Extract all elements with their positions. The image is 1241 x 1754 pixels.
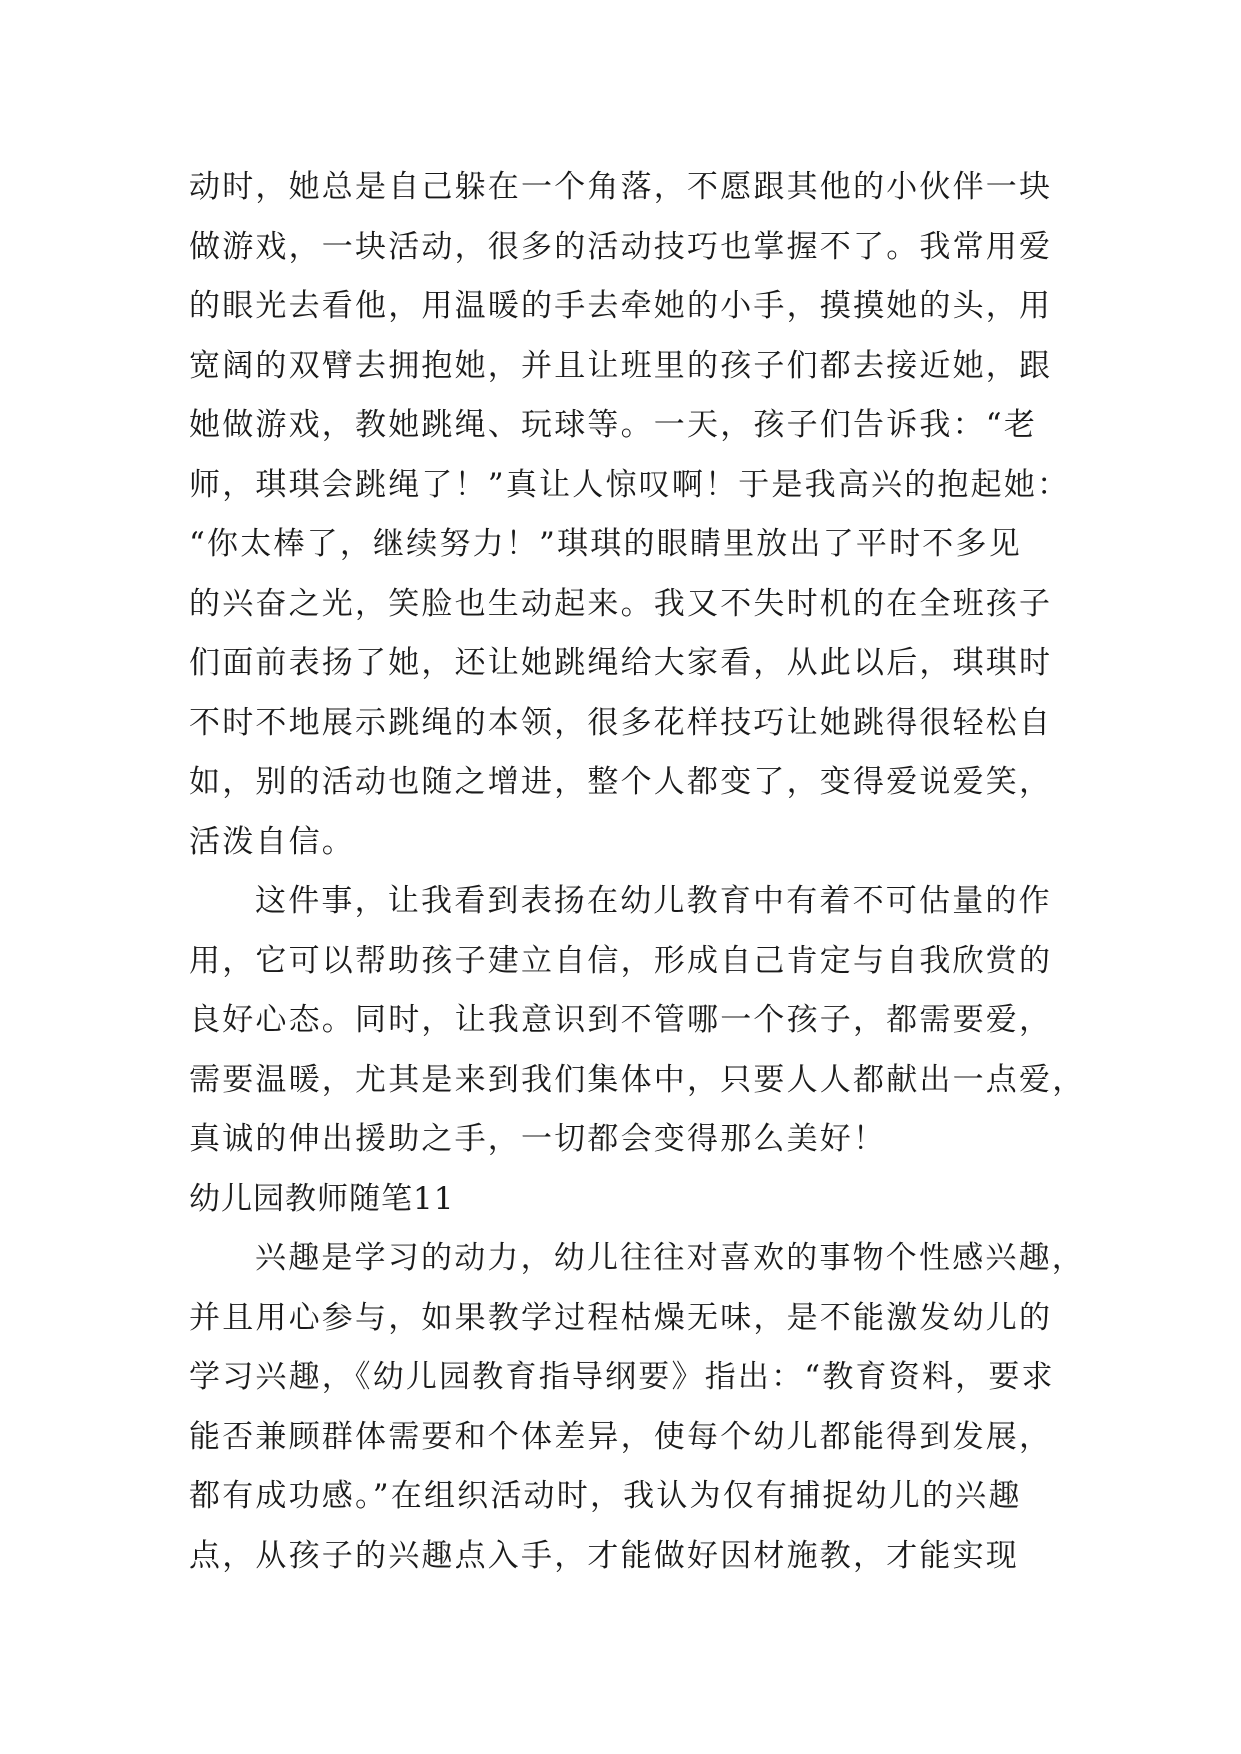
text-line: 需要温暖，尤其是来到我们集体中，只要人人都献出一点爱， — [189, 1061, 1086, 1098]
document-body — [189, 158, 1089, 1586]
text-line: 学习兴趣，《幼儿园教育指导纲要》指出：“教育资料，要求 — [189, 1359, 1055, 1395]
text-line: 她做游戏，教她跳绳、玩球等。一天，孩子们告诉我：“老 — [189, 407, 1038, 443]
text-line: 如，别的活动也随之增进，整个人都变了，变得爱说爱笑， — [189, 764, 1053, 800]
text-line: 兴趣是学习的动力，幼儿往往对喜欢的事物个性感兴趣， — [255, 1240, 1085, 1276]
paragraph — [189, 1229, 1089, 1586]
text-line: 做游戏，一块活动，很多的活动技巧也掌握不了。我常用爱 — [189, 228, 1053, 265]
text-line: 师，琪琪会跳绳了！”真让人惊叹啊！于是我高兴的抱起她： — [189, 466, 1071, 503]
text-line: 点，从孩子的兴趣点入手，才能做好因材施教，才能实现 — [189, 1537, 1019, 1574]
text-line: 们面前表扬了她，还让她跳绳给大家看，从此以后，琪琪时 — [189, 645, 1053, 681]
text-line: 能否兼顾群体需要和个体差异，使每个幼儿都能得到发展， — [189, 1418, 1053, 1455]
text-line: “你太棒了，继续努力！”琪琪的眼睛里放出了平时不多见 — [189, 526, 1022, 562]
text-line: 的兴奋之光，笑脸也生动起来。我又不失时机的在全班孩子 — [189, 585, 1053, 622]
text-line: 良好心态。同时，让我意识到不管哪一个孩子，都需要爱， — [189, 1002, 1053, 1038]
text-line: 活泼自信。 — [189, 823, 355, 860]
text-line: 用，它可以帮助孩子建立自信，形成自己肯定与自我欣赏的 — [189, 942, 1053, 979]
section-heading: 幼儿园教师随笔11 — [189, 1180, 455, 1217]
text-line: 的眼光去看他，用温暖的手去牵她的小手，摸摸她的头，用 — [189, 288, 1053, 324]
paragraph-continued — [189, 158, 1089, 872]
text-line: 动时，她总是自己躲在一个角落，不愿跟其他的小伙伴一块 — [189, 169, 1053, 205]
text-line: 这件事，让我看到表扬在幼儿教育中有着不可估量的作 — [255, 883, 1052, 919]
text-line: 不时不地展示跳绳的本领，很多花样技巧让她跳得很轻松自 — [189, 704, 1053, 741]
text-line: 真诚的伸出援助之手，一切都会变得那么美好！ — [189, 1121, 887, 1157]
text-line: 并且用心参与，如果教学过程枯燥无味，是不能激发幼儿的 — [189, 1299, 1053, 1336]
text-line: 宽阔的双臂去拥抱她，并且让班里的孩子们都去接近她，跟 — [189, 347, 1053, 384]
paragraph — [189, 872, 1089, 1170]
text-line: 都有成功感。”在组织活动时，我认为仅有捕捉幼儿的兴趣 — [189, 1478, 1022, 1514]
